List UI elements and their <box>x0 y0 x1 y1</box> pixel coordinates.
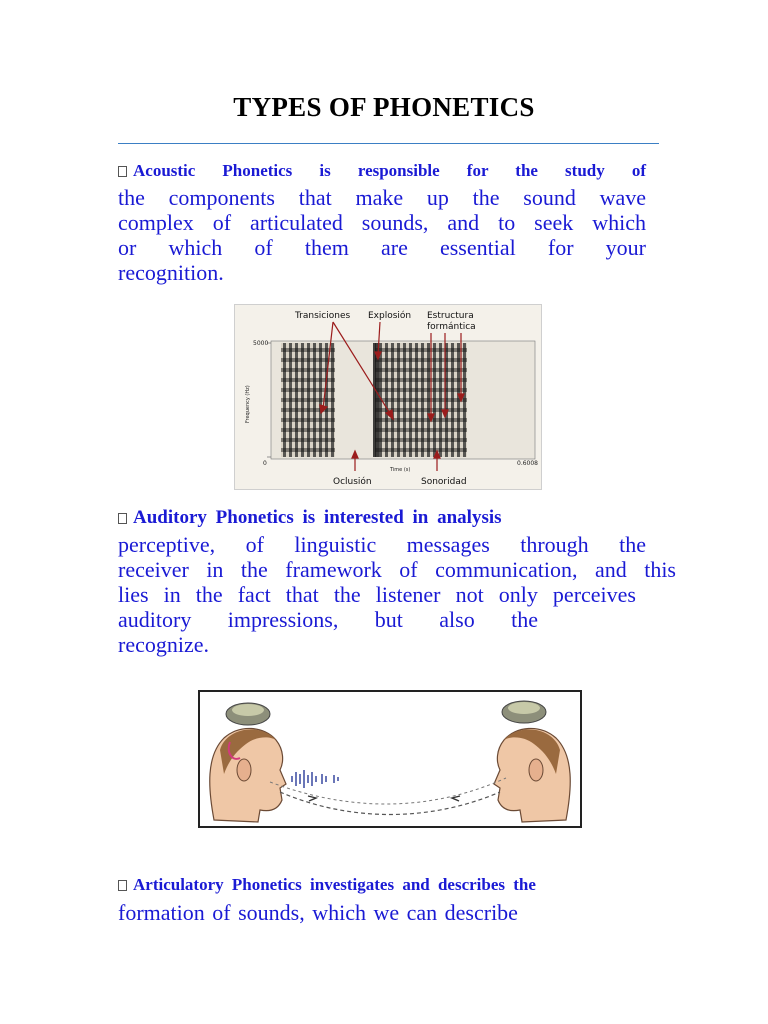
sound-wave-icon <box>292 770 338 788</box>
y-axis-label: Frequency (Hz) <box>245 385 251 423</box>
acoustic-section <box>118 161 646 285</box>
articulatory-line-1: formation of sounds, which we can describe <box>118 900 518 925</box>
articulatory-section <box>118 875 646 925</box>
title-divider <box>118 143 659 144</box>
auditory-lead: Auditory Phonetics is interested in analysis <box>118 507 646 529</box>
acoustic-line-4: recognition. <box>118 260 224 285</box>
two-heads-illustration <box>200 692 580 826</box>
acoustic-line-2: complex of articulated sounds, and to seek which <box>118 210 646 235</box>
label-estructura: Estructura <box>427 311 474 321</box>
label-transiciones: Transiciones <box>295 311 351 321</box>
y-axis-zero-tick: 0 <box>263 460 267 467</box>
listener-speaker-figure <box>198 690 582 828</box>
auditory-section <box>118 507 676 657</box>
articulatory-lead: Articulatory Phonetics investigates and describes the <box>118 875 646 895</box>
x-axis-end-tick: 0.6008 <box>517 460 538 467</box>
page-title: TYPES OF PHONETICS <box>233 92 535 122</box>
acoustic-line-1: the components that make up the sound wave <box>118 185 646 210</box>
bullet-icon <box>118 880 127 891</box>
label-oclusion: Oclusión <box>333 477 372 487</box>
y-axis-top-tick: 5000 <box>253 340 269 347</box>
acoustic-lead: Acoustic Phonetics is responsible for the study of <box>118 161 646 181</box>
label-explosion: Explosión <box>368 311 412 321</box>
bullet-icon <box>118 166 127 177</box>
acoustic-line-3: or which of them are essential for your <box>118 235 646 260</box>
bullet-icon <box>118 513 127 524</box>
auditory-line-4: auditory impressions, but also the <box>118 607 538 632</box>
spectrogram-image <box>235 305 541 489</box>
auditory-line-2: receiver in the framework of communication, and this <box>118 557 676 582</box>
x-axis-label: Time (s) <box>390 467 411 473</box>
spectrogram-figure <box>234 304 542 490</box>
auditory-line-3: lies in the fact that the listener not only perceives <box>118 582 636 607</box>
label-sonoridad: Sonoridad <box>421 477 467 487</box>
auditory-line-5: recognize. <box>118 632 209 657</box>
label-formantica: formántica <box>427 322 476 332</box>
auditory-line-1: perceptive, of linguistic messages through the <box>118 532 646 557</box>
